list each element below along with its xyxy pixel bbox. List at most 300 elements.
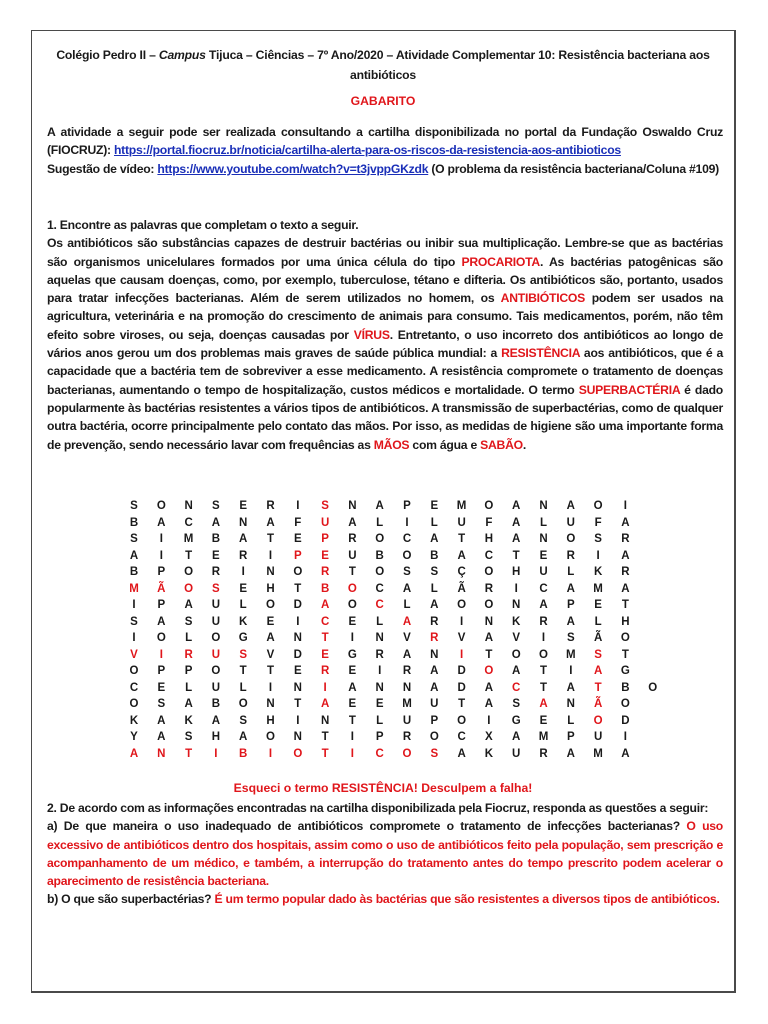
grid-cell: B bbox=[211, 533, 221, 545]
grid-cell: L bbox=[185, 681, 193, 694]
grid-cell: N bbox=[293, 731, 302, 743]
grid-cell: A bbox=[512, 500, 521, 512]
grid-cell: H bbox=[512, 566, 521, 578]
grid-cell: E bbox=[348, 615, 357, 628]
grid-cell: B bbox=[129, 516, 139, 529]
grid-cell: I bbox=[596, 549, 600, 562]
grid-cell: I bbox=[350, 747, 354, 760]
grid-cell: A bbox=[621, 549, 630, 562]
grid-cell: G bbox=[347, 648, 357, 661]
answer-procariota: PROCARIOTA bbox=[461, 254, 540, 269]
grid-cell: A bbox=[430, 681, 439, 694]
grid-cell: I bbox=[214, 747, 218, 760]
grid-cell: E bbox=[157, 681, 166, 694]
grid-cell: A bbox=[539, 599, 548, 611]
grid-cell: O bbox=[593, 714, 603, 727]
grid-cell: A bbox=[621, 747, 630, 760]
grid-cell: U bbox=[402, 714, 412, 727]
grid-cell: T bbox=[185, 747, 193, 760]
grid-cell: M bbox=[593, 582, 603, 595]
question-1-heading: 1. Encontre as palavras que completam o texto a seguir. bbox=[47, 218, 359, 232]
youtube-link[interactable]: https://www.youtube.com/watch?v=t3jvppGKzdk bbox=[157, 161, 429, 176]
grid-cell: O bbox=[266, 599, 275, 611]
grid-cell: O bbox=[238, 698, 248, 710]
grid-cell: I bbox=[350, 632, 354, 644]
grid-cell: K bbox=[593, 566, 603, 578]
grid-cell: K bbox=[129, 714, 139, 727]
grid-cell: N bbox=[348, 500, 357, 512]
grid-cell: P bbox=[293, 549, 302, 562]
grid-cell: R bbox=[539, 747, 548, 760]
grid-cell: U bbox=[430, 698, 439, 710]
answer-resistencia: RESISTÊNCIA bbox=[501, 346, 580, 361]
grid-cell: O bbox=[129, 665, 139, 677]
grid-cell: H bbox=[266, 714, 275, 727]
grid-cell: U bbox=[348, 549, 357, 562]
grid-cell: E bbox=[321, 648, 329, 661]
grid-cell: R bbox=[621, 566, 630, 578]
grid-cell: T bbox=[266, 665, 275, 677]
grid-cell: T bbox=[458, 533, 466, 545]
grid-cell: O bbox=[402, 747, 412, 760]
grid-cell: O bbox=[184, 566, 194, 578]
grid-cell: L bbox=[567, 566, 575, 578]
grid-cell: G bbox=[238, 632, 248, 644]
grid-cell: A bbox=[430, 533, 439, 545]
answer-virus: VÍRUS bbox=[353, 327, 390, 342]
grid-cell: L bbox=[239, 681, 247, 694]
grid-cell: N bbox=[239, 516, 248, 529]
grid-cell: U bbox=[320, 516, 330, 529]
grid-cell: N bbox=[375, 632, 384, 644]
intro-paragraph: A atividade a seguir pode ser realizada consultando a cartilha disponibilizada no portal da Fundação Oswaldo Cruz (FIOCRUZ): https://portal.fiocruz.br/noticia/cartilha-alerta-para-os-riscos-da-resistencia-aos-antibioticos Sugestão de vídeo: https://www.youtube.com/watch?v=t3jvppGKzdk (O problema da resistência bacteriana/Coluna #109) bbox=[47, 125, 723, 176]
grid-cell: T bbox=[621, 599, 629, 611]
grid-cell: A bbox=[621, 582, 630, 595]
grid-cell: A bbox=[266, 516, 275, 529]
grid-cell: A bbox=[348, 516, 357, 529]
grid-cell: O bbox=[620, 632, 630, 644]
fiocruz-link[interactable]: https://portal.fiocruz.br/noticia/cartilha-alerta-para-os-riscos-da-resistencia-aos-antibioticos bbox=[113, 143, 621, 158]
grid-cell: R bbox=[184, 648, 193, 661]
grid-cell: S bbox=[157, 698, 166, 710]
grid-cell: T bbox=[539, 681, 548, 694]
grid-cell: D bbox=[457, 681, 466, 694]
grid-cell: N bbox=[293, 681, 302, 694]
grid-cell: S bbox=[130, 500, 138, 512]
grid-cell: A bbox=[430, 665, 439, 677]
grid-cell: M bbox=[593, 747, 603, 760]
grid-cell: A bbox=[157, 731, 166, 743]
grid-cell: C bbox=[402, 533, 412, 545]
grid-cell: I bbox=[487, 714, 491, 727]
grid-cell: E bbox=[348, 665, 357, 677]
grid-cell: B bbox=[621, 681, 630, 694]
grid-cell: O bbox=[457, 714, 467, 727]
grid-cell: O bbox=[184, 582, 194, 595]
grid-cell: S bbox=[430, 747, 439, 760]
grid-cell: A bbox=[566, 500, 575, 512]
grid-cell: H bbox=[266, 582, 275, 595]
grid-cell: P bbox=[157, 599, 166, 611]
grid-cell: O bbox=[266, 731, 275, 743]
grid-cell: U bbox=[566, 516, 575, 529]
grid-cell: I bbox=[268, 681, 273, 694]
grid-cell: C bbox=[484, 549, 494, 562]
grid-cell: I bbox=[159, 648, 163, 661]
grid-cell: S bbox=[403, 566, 411, 578]
grid-cell: B bbox=[129, 566, 139, 578]
grid-cell: A bbox=[157, 615, 166, 628]
grid-cell: A bbox=[539, 698, 548, 710]
grid-cell: A bbox=[512, 731, 521, 743]
grid-cell: Ã bbox=[157, 582, 166, 595]
grid-cell: E bbox=[539, 714, 548, 727]
grid-cell: R bbox=[239, 549, 248, 562]
grid-cell: I bbox=[132, 632, 136, 644]
grid-cell: A bbox=[566, 582, 575, 595]
grid-cell: O bbox=[156, 500, 166, 512]
grid-cell: N bbox=[430, 648, 439, 661]
grid-cell: U bbox=[593, 731, 603, 743]
grid-cell: U bbox=[211, 599, 221, 611]
grid-cell: A bbox=[566, 681, 575, 694]
grid-cell: R bbox=[266, 500, 275, 512]
grid-cell: A bbox=[512, 516, 521, 529]
grid-cell: N bbox=[539, 500, 548, 512]
grid-cell: R bbox=[402, 731, 412, 743]
grid-cell: V bbox=[403, 632, 411, 644]
grid-cell: O bbox=[156, 632, 166, 644]
grid-cell: A bbox=[320, 599, 330, 611]
grid-cell: A bbox=[184, 698, 193, 710]
grid-cell: R bbox=[430, 615, 439, 628]
grid-cell: O bbox=[648, 681, 658, 694]
grid-cell: R bbox=[430, 632, 439, 644]
grid-cell: O bbox=[375, 566, 385, 578]
grid-cell: A bbox=[320, 698, 330, 710]
grid-cell: E bbox=[293, 665, 302, 677]
grid-cell: O bbox=[129, 698, 139, 710]
grid-cell: M bbox=[402, 698, 412, 710]
document-page bbox=[31, 30, 736, 993]
grid-cell: N bbox=[375, 681, 384, 694]
grid-cell: N bbox=[184, 500, 193, 512]
grid-cell: S bbox=[184, 731, 193, 743]
grid-cell: A bbox=[129, 549, 139, 562]
grid-cell: A bbox=[457, 747, 466, 760]
grid-cell: V bbox=[266, 648, 275, 661]
grid-cell: F bbox=[485, 516, 493, 529]
grid-cell: G bbox=[511, 714, 521, 727]
grid-cell: P bbox=[566, 599, 575, 611]
grid-cell: A bbox=[457, 549, 466, 562]
grid-cell: R bbox=[402, 665, 412, 677]
grid-cell: O bbox=[566, 533, 576, 545]
answer-2b: É um termo popular dado às bactérias que são resistentes a diversos tipos de antibióticos. bbox=[214, 892, 720, 907]
grid-cell: T bbox=[266, 533, 275, 545]
grid-cell: P bbox=[430, 714, 439, 727]
grid-cell: K bbox=[512, 615, 521, 628]
grid-cell: A bbox=[239, 731, 248, 743]
grid-cell: A bbox=[593, 665, 603, 677]
grid-cell: O bbox=[484, 500, 494, 512]
grid-cell: D bbox=[621, 714, 630, 727]
grid-cell: Ã bbox=[593, 632, 603, 644]
grid-cell: C bbox=[512, 681, 521, 694]
grid-cell: A bbox=[402, 615, 412, 628]
grid-cell: C bbox=[375, 599, 384, 611]
grid-cell: O bbox=[402, 549, 412, 562]
grid-cell: A bbox=[211, 714, 221, 727]
grid-cell: S bbox=[321, 500, 329, 512]
grid-cell: B bbox=[211, 698, 221, 710]
grid-cell: P bbox=[157, 566, 166, 578]
campus-italic: Campus bbox=[158, 48, 206, 62]
grid-cell: T bbox=[348, 566, 356, 578]
grid-cell: Y bbox=[130, 731, 138, 743]
document-title: Colégio Pedro II – Campus Tijuca – Ciências – 7º Ano/2020 – Atividade Complementar 10: Resistência bacteriana aos antibióticos bbox=[56, 48, 710, 82]
grid-cell: T bbox=[294, 698, 302, 710]
grid-cell: R bbox=[539, 615, 548, 628]
grid-cell: T bbox=[594, 681, 602, 694]
grid-cell: T bbox=[239, 665, 247, 677]
question-2a: a) De que maneira o uso inadequado de antibióticos compromete o tratamento de infecções bacterianas? O uso excessivo de antibióticos dentro dos hospitais, assim como o uso de antibióticos feito pela população, sem prescrição e acompanhamento de um médico, e também, a interrupção do tratamento antes do tempo prescrito podem acelerar o aparecimento de resistência bacteriana. bbox=[47, 819, 723, 889]
grid-cell: R bbox=[348, 533, 357, 545]
grid-cell: I bbox=[459, 648, 464, 661]
grid-cell: G bbox=[620, 665, 630, 677]
grid-cell: I bbox=[378, 665, 382, 677]
answer-antibioticos: ANTIBIÓTICOS bbox=[500, 291, 586, 306]
grid-cell: L bbox=[567, 714, 575, 727]
grid-cell: T bbox=[294, 582, 302, 595]
grid-cell: L bbox=[403, 599, 411, 611]
grid-cell: B bbox=[375, 549, 384, 562]
grid-cell: L bbox=[376, 714, 384, 727]
grid-cell: S bbox=[239, 648, 248, 661]
grid-cell: L bbox=[376, 516, 384, 529]
grid-cell: E bbox=[239, 500, 248, 512]
grid-cell: E bbox=[539, 549, 548, 562]
grid-cell: S bbox=[239, 714, 248, 727]
grid-cell: I bbox=[296, 615, 300, 628]
grid-cell: T bbox=[458, 698, 466, 710]
grid-cell: A bbox=[157, 714, 166, 727]
grid-cell: O bbox=[375, 533, 385, 545]
grid-cell: Ã bbox=[457, 582, 466, 595]
grid-cell: I bbox=[459, 615, 464, 628]
grid-cell: E bbox=[239, 582, 248, 595]
grid-cell: S bbox=[430, 566, 439, 578]
grid-cell: U bbox=[512, 747, 521, 760]
grid-cell: B bbox=[430, 549, 439, 562]
grid-cell: L bbox=[376, 615, 384, 628]
grid-cell: A bbox=[266, 632, 275, 644]
grid-cell: O bbox=[593, 500, 603, 512]
grid-cell: Ã bbox=[593, 698, 603, 710]
grid-cell: D bbox=[293, 648, 302, 661]
grid-cell: N bbox=[566, 698, 575, 710]
grid-cell: D bbox=[457, 665, 466, 677]
errata-notice: Esqueci o termo RESISTÊNCIA! Desculpem a falha! bbox=[233, 781, 533, 795]
grid-cell: I bbox=[323, 681, 327, 694]
grid-cell: N bbox=[402, 681, 412, 694]
grid-cell: A bbox=[157, 516, 166, 529]
grid-cell: O bbox=[347, 599, 357, 611]
question-1 bbox=[47, 216, 723, 454]
grid-cell: P bbox=[403, 500, 411, 512]
grid-cell: K bbox=[484, 747, 494, 760]
grid-cell: P bbox=[375, 731, 384, 743]
grid-cell: L bbox=[430, 516, 438, 529]
grid-cell: O bbox=[429, 731, 439, 743]
grid-cell: C bbox=[375, 747, 384, 760]
grid-cell: N bbox=[266, 566, 275, 578]
grid-cell: A bbox=[566, 747, 575, 760]
grid-cell: N bbox=[266, 698, 275, 710]
grid-cell: S bbox=[594, 533, 602, 545]
grid-cell: M bbox=[129, 582, 139, 595]
grid-cell: V bbox=[457, 632, 466, 644]
grid-cell: L bbox=[430, 582, 438, 595]
answer-superbacteria: SUPERBACTÉRIA bbox=[578, 382, 680, 397]
grid-cell: A bbox=[512, 533, 521, 545]
grid-cell: U bbox=[539, 566, 548, 578]
grid-cell: A bbox=[402, 582, 412, 595]
grid-cell: E bbox=[594, 599, 602, 611]
grid-cell: A bbox=[239, 533, 248, 545]
grid-cell: O bbox=[484, 566, 494, 578]
grid-cell: I bbox=[241, 566, 245, 578]
grid-cell: U bbox=[211, 615, 221, 628]
grid-cell: B bbox=[320, 582, 330, 595]
grid-cell: A bbox=[566, 615, 575, 628]
grid-cell: M bbox=[456, 500, 467, 512]
grid-cell: S bbox=[512, 698, 521, 710]
grid-cell: T bbox=[321, 731, 329, 743]
grid-cell: R bbox=[375, 648, 384, 661]
grid-cell: E bbox=[293, 533, 302, 545]
grid-cell: E bbox=[266, 615, 275, 628]
grid-cell: T bbox=[485, 648, 493, 661]
grid-cell: I bbox=[268, 549, 273, 562]
grid-cell: C bbox=[184, 516, 193, 529]
grid-cell: T bbox=[621, 648, 629, 661]
grid-cell: A bbox=[430, 599, 439, 611]
grid-cell: R bbox=[566, 549, 575, 562]
grid-cell: K bbox=[239, 615, 248, 628]
grid-cell: O bbox=[620, 698, 630, 710]
grid-cell: A bbox=[184, 599, 193, 611]
grid-cell: S bbox=[212, 582, 220, 595]
question-2 bbox=[47, 799, 723, 909]
grid-cell: U bbox=[211, 648, 221, 661]
question-2b: b) O que são superbactérias? É um termo popular dado às bactérias que são resistentes a diversos tipos de antibióticos. bbox=[47, 892, 720, 907]
grid-cell: I bbox=[159, 533, 163, 545]
grid-cell: T bbox=[539, 665, 548, 677]
grid-cell: O bbox=[484, 665, 494, 677]
grid-cell: A bbox=[211, 516, 221, 529]
grid-cell: R bbox=[320, 665, 330, 677]
grid-cell: Ç bbox=[457, 566, 466, 578]
grid-cell: I bbox=[569, 665, 573, 677]
grid-cell: I bbox=[132, 599, 136, 611]
grid-cell: A bbox=[484, 632, 494, 644]
grid-cell: O bbox=[511, 648, 521, 661]
grid-cell: T bbox=[512, 549, 520, 562]
grid-cell: C bbox=[320, 615, 330, 628]
grid-cell: E bbox=[348, 698, 357, 710]
grid-cell: I bbox=[514, 582, 518, 595]
grid-cell: N bbox=[157, 747, 166, 760]
grid-cell: P bbox=[184, 665, 193, 677]
grid-cell: P bbox=[157, 665, 166, 677]
grid-cell: A bbox=[484, 681, 494, 694]
grid-cell: T bbox=[185, 549, 193, 562]
grid-cell: H bbox=[211, 731, 221, 743]
grid-cell: L bbox=[185, 632, 193, 644]
grid-cell: I bbox=[541, 632, 546, 644]
grid-cell: L bbox=[539, 516, 548, 529]
grid-cell: I bbox=[623, 500, 627, 512]
grid-cell: O bbox=[211, 665, 221, 677]
grid-cell: C bbox=[457, 731, 466, 743]
answer-sabao: SABÃO bbox=[480, 437, 523, 452]
grid-cell: S bbox=[130, 615, 138, 628]
grid-cell: S bbox=[130, 533, 138, 545]
grid-cell: A bbox=[129, 747, 139, 760]
grid-cell: R bbox=[484, 582, 494, 595]
grid-cell: E bbox=[212, 549, 220, 562]
grid-cell: N bbox=[293, 632, 302, 644]
grid-cell: S bbox=[594, 648, 602, 661]
grid-cell: L bbox=[594, 615, 602, 628]
grid-cell: X bbox=[485, 731, 493, 743]
grid-cell: A bbox=[375, 500, 384, 512]
grid-cell: F bbox=[594, 516, 602, 529]
grid-cell: R bbox=[211, 566, 221, 578]
grid-cell: H bbox=[621, 615, 630, 628]
gabarito-label: GABARITO bbox=[350, 94, 416, 108]
grid-cell: E bbox=[321, 549, 329, 562]
grid-cell: L bbox=[239, 599, 247, 611]
grid-cell: N bbox=[539, 533, 548, 545]
grid-cell: E bbox=[430, 500, 439, 512]
grid-cell: O bbox=[484, 599, 494, 611]
grid-cell: N bbox=[320, 714, 330, 727]
grid-cell: O bbox=[211, 632, 221, 644]
grid-cell: T bbox=[348, 714, 356, 727]
grid-cell: A bbox=[621, 516, 630, 529]
grid-cell: I bbox=[350, 731, 354, 743]
grid-cell: A bbox=[484, 698, 494, 710]
grid-cell: P bbox=[321, 533, 329, 545]
grid-cell: F bbox=[294, 516, 302, 529]
grid-cell: U bbox=[211, 681, 221, 694]
grid-cell: M bbox=[566, 648, 576, 661]
grid-cell: C bbox=[129, 681, 139, 694]
grid-cell: I bbox=[623, 731, 627, 743]
grid-cell: A bbox=[512, 665, 521, 677]
grid-cell: M bbox=[538, 731, 549, 743]
grid-cell: S bbox=[566, 632, 575, 644]
grid-cell: M bbox=[183, 533, 194, 545]
grid-cell: A bbox=[348, 681, 357, 694]
grid-cell: O bbox=[293, 747, 303, 760]
grid-cell: O bbox=[293, 566, 303, 578]
grid-cell: C bbox=[539, 582, 548, 595]
grid-cell: T bbox=[321, 747, 329, 760]
grid-cell: V bbox=[130, 648, 138, 661]
